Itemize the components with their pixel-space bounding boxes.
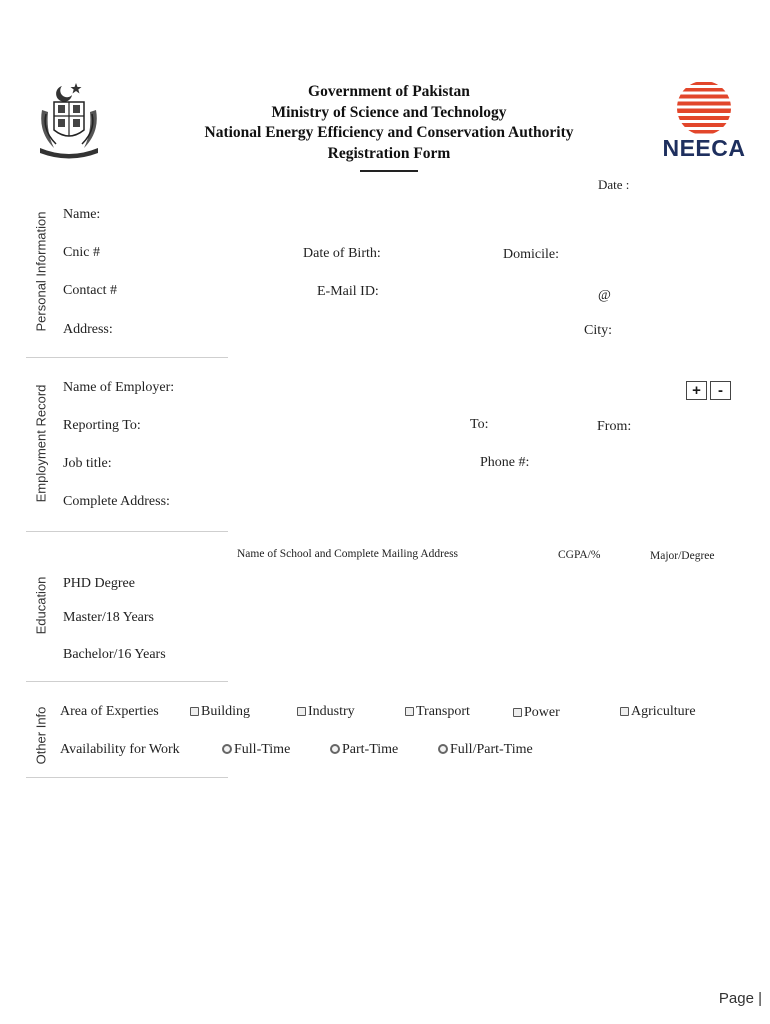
address-label: Address: — [63, 322, 113, 337]
section-divider — [26, 531, 228, 532]
from-label: From: — [597, 419, 632, 434]
neeca-logo — [660, 80, 748, 162]
email-label: E-Mail ID: — [317, 284, 379, 299]
major-column-header: Major/Degree — [650, 550, 715, 562]
checkbox-agriculture[interactable]: Agriculture — [620, 704, 696, 720]
reporting-to-label: Reporting To: — [63, 418, 141, 433]
area-of-expertise-label: Area of Experties — [60, 704, 159, 719]
section-employment-record: Employment Record — [33, 384, 49, 503]
checkbox-icon[interactable] — [513, 708, 522, 717]
section-other-info: Other Info — [33, 706, 49, 765]
form-header — [140, 82, 638, 172]
remove-employment-button[interactable]: - — [710, 381, 731, 400]
section-divider — [26, 777, 228, 778]
master-degree-label: Master/18 Years — [63, 610, 154, 625]
school-column-header: Name of School and Complete Mailing Address — [237, 548, 459, 560]
radio-icon[interactable] — [330, 744, 340, 754]
checkbox-icon[interactable] — [620, 707, 629, 716]
radio-full-part-time[interactable]: Full/Part-Time — [438, 742, 533, 758]
neeca-logo-text: NEECA — [662, 135, 746, 161]
name-label: Name: — [63, 207, 101, 222]
phd-degree-label: PHD Degree — [63, 576, 135, 591]
to-label: To: — [470, 417, 489, 432]
city-label: City: — [584, 323, 613, 338]
email-at-sign: @ — [598, 288, 611, 303]
phone-label: Phone #: — [480, 455, 530, 470]
checkbox-building[interactable]: Building — [190, 704, 250, 720]
checkbox-icon[interactable] — [405, 707, 414, 716]
cnic-label: Cnic # — [63, 245, 100, 260]
header-government: Government of Pakistan — [308, 83, 470, 100]
checkbox-icon[interactable] — [297, 707, 306, 716]
header-ministry: Ministry of Science and Technology — [271, 103, 507, 121]
radio-part-time[interactable]: Part-Time — [330, 742, 398, 758]
dob-label: Date of Birth: — [303, 246, 381, 261]
checkbox-industry[interactable]: Industry — [297, 704, 355, 720]
section-divider — [26, 357, 228, 358]
radio-full-time[interactable]: Full-Time — [222, 742, 290, 758]
availability-label: Availability for Work — [60, 742, 180, 757]
radio-icon[interactable] — [222, 744, 232, 754]
header-form-title: Registration Form — [327, 144, 451, 162]
employer-label: Name of Employer: — [63, 380, 175, 395]
bachelor-degree-label: Bachelor/16 Years — [63, 647, 166, 662]
date-label: Date : — [598, 177, 630, 192]
section-divider — [26, 681, 228, 682]
checkbox-transport[interactable]: Transport — [405, 704, 470, 720]
header-authority: National Energy Efficiency and Conservation Authority — [204, 124, 574, 141]
domicile-label: Domicile: — [503, 247, 559, 262]
page-footer: Page | — [718, 990, 762, 1007]
add-employment-button[interactable]: + — [686, 381, 707, 400]
radio-icon[interactable] — [438, 744, 448, 754]
cgpa-column-header: CGPA/% — [558, 549, 601, 561]
job-title-label: Job title: — [63, 456, 112, 471]
government-emblem-logo — [32, 80, 106, 162]
checkbox-icon[interactable] — [190, 707, 199, 716]
checkbox-power[interactable]: Power — [513, 705, 560, 721]
complete-address-label: Complete Address: — [63, 494, 170, 509]
section-personal-information: Personal Information — [33, 211, 49, 332]
title-underline — [360, 170, 418, 172]
contact-label: Contact # — [63, 283, 118, 298]
section-education: Education — [33, 576, 49, 635]
